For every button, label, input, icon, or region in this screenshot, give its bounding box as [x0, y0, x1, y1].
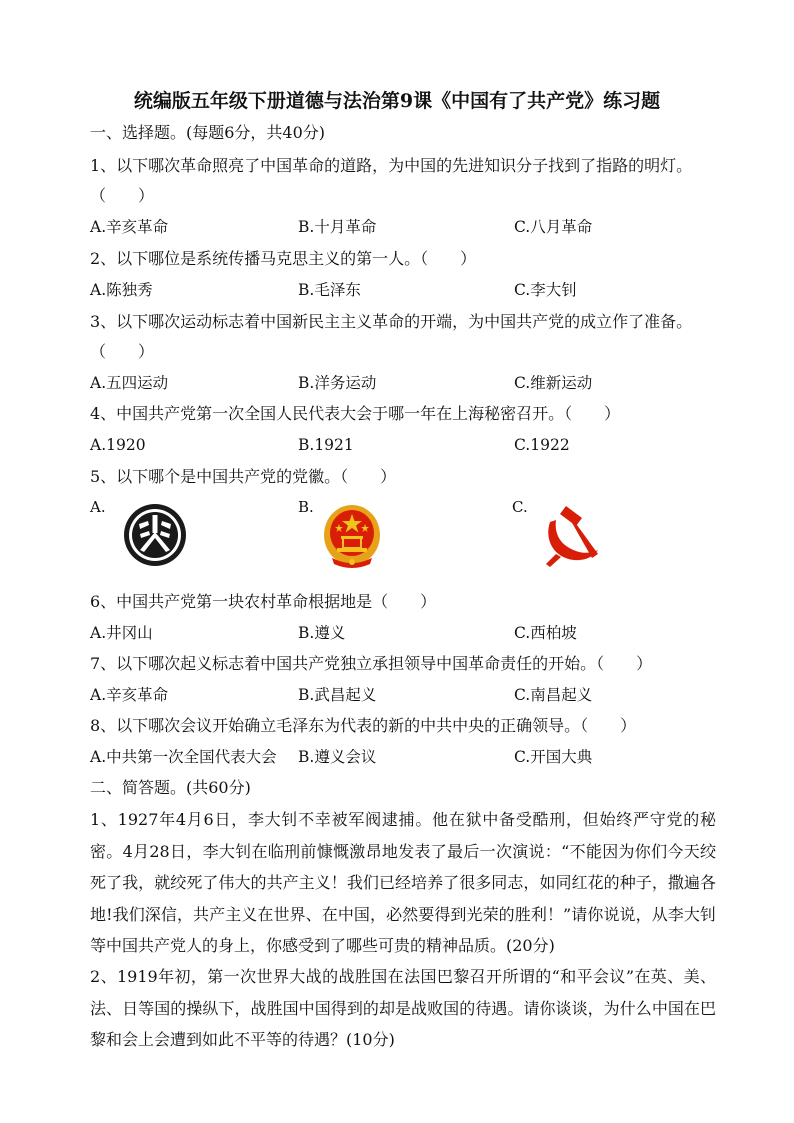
question-1-option-a: A.辛亥革命 [90, 218, 169, 236]
question-7-option-a: A.辛亥革命 [90, 686, 169, 704]
section1-heading: 一、选择题。(每题6分，共40分) [90, 123, 326, 142]
peking-university-emblem-icon [122, 502, 188, 568]
question-1-stem-blank: （ ） [90, 186, 155, 205]
question-2-option-c: C.李大钊 [514, 281, 577, 299]
national-emblem-icon [322, 502, 382, 570]
question-5-option-c: C. [512, 498, 528, 516]
question-5-option-a: A. [90, 498, 106, 516]
question-1-option-b: B.十月革命 [298, 218, 377, 236]
question-7-option-b: B.武昌起义 [298, 686, 377, 704]
short-answer-question-2: 2、1919年初，第一次世界大战的战胜国在法国巴黎召开所谓的“和平会议”在英、美、法、日等国的操纵下，战胜国中国得到的却是战败国的待遇。请你谈谈，为什么中国在巴黎和会上会遭到如此不平等的待遇？(10分) [90, 967, 716, 1049]
question-6-option-b: B.遵义 [298, 624, 346, 642]
question-5-stem: 5、以下哪个是中国共产党的党徽。（ ） [90, 467, 397, 486]
question-6-option-c: C.西柏坡 [514, 624, 577, 642]
question-7-option-c: C.南昌起义 [514, 686, 593, 704]
question-3-option-b: B.洋务运动 [298, 374, 377, 392]
party-emblem-icon [536, 500, 606, 570]
question-8-stem: 8、以下哪次会议开始确立毛泽东为代表的新的中共中央的正确领导。（ ） [90, 716, 637, 735]
section2-heading: 二、简答题。(共60分) [90, 778, 251, 797]
question-1-stem: 1、以下哪次革命照亮了中国革命的道路，为中国的先进知识分子找到了指路的明灯。 [90, 156, 693, 175]
short-answer-question-1: 1、1927年4月6日，李大钊不幸被军阀逮捕。他在狱中备受酷刑，但始终严守党的秘密。4月28日，李大钊在临刑前慷慨激昂地发表了最后一次演说：“不能因为你们今天绞死了我，就绞死了伟大的共产主义！我们已经培养了很多同志，如同红花的种子，撒遍各地!我们深信，共产主义在世界、在中国，必然要得到光荣的胜利！”请你说说，从李大钊等中国共产党人的身上，你感受到了哪些可贵的精神品质。(20分) [90, 810, 716, 955]
question-1-option-c: C.八月革命 [514, 218, 593, 236]
question-3-stem-blank: （ ） [90, 342, 155, 361]
page-title: 统编版五年级下册道德与法治第9课《中国有了共产党》练习题 [133, 90, 661, 112]
question-3-option-a: A.五四运动 [90, 374, 169, 392]
question-4-option-c: C.1922 [514, 436, 570, 454]
question-4-stem: 4、中国共产党第一次全国人民代表大会于哪一年在上海秘密召开。（ ） [90, 404, 621, 423]
question-8-option-b: B.遵义会议 [298, 748, 377, 766]
question-6-option-a: A.井冈山 [90, 624, 153, 642]
question-3-option-c: C.维新运动 [514, 374, 593, 392]
question-8-option-c: C.开国大典 [514, 748, 593, 766]
question-7-stem: 7、以下哪次起义标志着中国共产党独立承担领导中国革命责任的开始。（ ） [90, 654, 653, 673]
question-2-option-a: A.陈独秀 [90, 281, 153, 299]
question-8-option-a: A.中共第一次全国代表大会 [90, 748, 277, 766]
question-4-option-b: B.1921 [298, 436, 354, 454]
question-5-option-b: B. [298, 498, 314, 516]
question-4-option-a: A.1920 [90, 436, 146, 454]
question-3-stem: 3、以下哪次运动标志着中国新民主主义革命的开端，为中国共产党的成立作了准备。 [90, 312, 693, 331]
question-2-option-b: B.毛泽东 [298, 281, 361, 299]
question-2-stem: 2、以下哪位是系统传播马克思主义的第一人。（ ） [90, 249, 477, 268]
question-6-stem: 6、中国共产党第一块农村革命根据地是（ ） [90, 592, 437, 611]
